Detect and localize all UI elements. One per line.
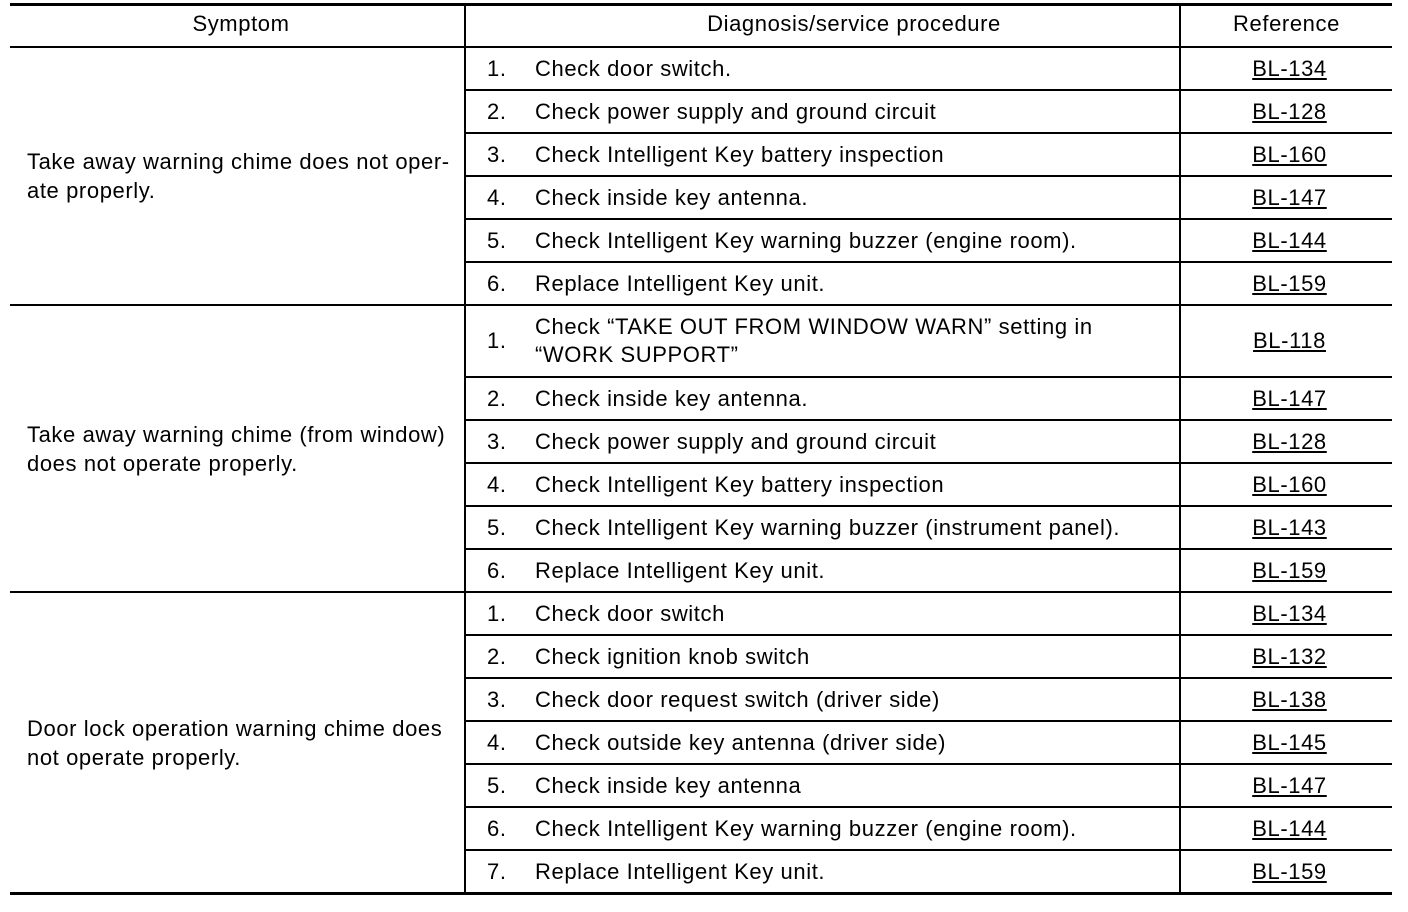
step-text: Check door switch. xyxy=(535,55,732,81)
reference-cell xyxy=(1181,722,1392,763)
step-text: Check inside key antenna. xyxy=(535,184,809,210)
procedure-steps xyxy=(464,591,1392,892)
step-text: Replace Intelligent Key unit. xyxy=(535,557,826,583)
header-symptom: Symptom xyxy=(192,10,290,36)
reference-cell xyxy=(1181,593,1392,634)
reference-link[interactable]: BL-159 xyxy=(1252,557,1327,583)
procedure-cell xyxy=(464,722,1181,763)
reference-cell xyxy=(1181,177,1392,218)
step-text: Check Intelligent Key battery inspection xyxy=(535,471,945,497)
step-number: 5. xyxy=(487,514,507,540)
step-text-line: Check “TAKE OUT FROM WINDOW WARN” setting in xyxy=(535,314,1093,339)
reference-link[interactable]: BL-147 xyxy=(1252,385,1327,411)
symptom-group xyxy=(10,46,1392,304)
reference-cell xyxy=(1181,306,1392,376)
procedure-cell xyxy=(464,464,1181,505)
reference-cell xyxy=(1181,636,1392,677)
step-number: 4. xyxy=(487,729,507,755)
step-text: Check inside key antenna. xyxy=(535,385,809,411)
step-text: Check door switch xyxy=(535,600,725,626)
step-text-line: “WORK SUPPORT” xyxy=(535,342,739,367)
symptom-text-line: Door lock operation warning chime does xyxy=(27,715,443,741)
reference-link[interactable]: BL-144 xyxy=(1252,227,1327,253)
reference-link[interactable]: BL-118 xyxy=(1253,328,1326,353)
step-text: Check inside key antenna xyxy=(535,772,802,798)
procedure-steps xyxy=(464,304,1392,591)
reference-link[interactable]: BL-145 xyxy=(1252,729,1327,755)
reference-cell xyxy=(1181,808,1392,849)
table-row xyxy=(464,806,1392,849)
symptom-text-line: not operate properly. xyxy=(27,744,241,770)
table-row xyxy=(464,548,1392,591)
procedure-cell xyxy=(464,851,1181,892)
procedure-cell xyxy=(464,507,1181,548)
reference-cell xyxy=(1181,679,1392,720)
step-number: 1. xyxy=(487,55,507,81)
table-row xyxy=(464,849,1392,892)
reference-link[interactable]: BL-128 xyxy=(1252,98,1327,124)
step-number: 4. xyxy=(487,471,507,497)
diagnosis-table xyxy=(10,3,1392,895)
reference-cell xyxy=(1181,507,1392,548)
procedure-cell xyxy=(464,636,1181,677)
procedure-cell xyxy=(464,550,1181,591)
step-number: 4. xyxy=(487,184,507,210)
header-reference: Reference xyxy=(1233,10,1340,36)
step-text: Check outside key antenna (driver side) xyxy=(535,729,947,755)
reference-cell xyxy=(1181,550,1392,591)
step-text: Check door request switch (driver side) xyxy=(535,686,940,712)
step-text: Check power supply and ground circuit xyxy=(535,428,937,454)
reference-link[interactable]: BL-134 xyxy=(1252,600,1327,626)
step-text xyxy=(535,313,1093,369)
reference-link[interactable]: BL-160 xyxy=(1252,471,1327,497)
step-number: 3. xyxy=(487,686,507,712)
procedure-cell xyxy=(464,679,1181,720)
table-row xyxy=(464,261,1392,304)
reference-link[interactable]: BL-147 xyxy=(1252,772,1327,798)
step-number: 2. xyxy=(487,385,507,411)
symptom-group xyxy=(10,591,1392,892)
symptom-text-line: Take away warning chime does not oper- xyxy=(27,149,450,174)
symptom-cell xyxy=(10,46,464,304)
symptom-text-line: Take away warning chime (from window) xyxy=(27,421,446,447)
procedure-cell xyxy=(464,91,1181,132)
procedure-cell xyxy=(464,48,1181,89)
step-number: 3. xyxy=(487,428,507,454)
procedure-cell xyxy=(464,378,1181,419)
reference-link[interactable]: BL-132 xyxy=(1252,643,1327,669)
table-row xyxy=(464,677,1392,720)
reference-cell xyxy=(1181,220,1392,261)
procedure-cell xyxy=(464,134,1181,175)
procedure-cell xyxy=(464,808,1181,849)
reference-cell xyxy=(1181,421,1392,462)
step-text: Check Intelligent Key warning buzzer (engine room). xyxy=(535,815,1077,841)
reference-cell xyxy=(1181,263,1392,304)
step-text: Replace Intelligent Key unit. xyxy=(535,858,826,884)
procedure-cell xyxy=(464,220,1181,261)
table-row xyxy=(464,304,1392,376)
header-procedure: Diagnosis/service procedure xyxy=(464,6,1181,46)
reference-link[interactable]: BL-159 xyxy=(1252,858,1327,884)
reference-link[interactable]: BL-160 xyxy=(1252,141,1327,167)
reference-link[interactable]: BL-134 xyxy=(1252,55,1327,81)
table-row xyxy=(464,175,1392,218)
table-row xyxy=(464,218,1392,261)
step-text: Check power supply and ground circuit xyxy=(535,98,937,124)
table-header xyxy=(10,6,1392,46)
step-text: Check ignition knob switch xyxy=(535,643,810,669)
procedure-steps xyxy=(464,46,1392,304)
table-row xyxy=(464,46,1392,89)
symptom-text-line: ate properly. xyxy=(27,178,156,203)
step-number: 2. xyxy=(487,98,507,124)
step-text: Check Intelligent Key warning buzzer (engine room). xyxy=(535,227,1077,253)
table-row xyxy=(464,462,1392,505)
symptom-text-line: does not operate properly. xyxy=(27,450,298,476)
reference-link[interactable]: BL-159 xyxy=(1252,270,1327,296)
reference-link[interactable]: BL-147 xyxy=(1252,184,1327,210)
reference-cell xyxy=(1181,464,1392,505)
table-row xyxy=(464,591,1392,634)
reference-cell xyxy=(1181,851,1392,892)
step-number: 1. xyxy=(487,600,507,626)
table-row xyxy=(464,419,1392,462)
step-number: 5. xyxy=(487,227,507,253)
reference-cell xyxy=(1181,134,1392,175)
table-row xyxy=(464,505,1392,548)
procedure-cell xyxy=(464,306,1181,376)
step-number: 7. xyxy=(487,858,507,884)
table-row xyxy=(464,634,1392,677)
procedure-cell xyxy=(464,421,1181,462)
table-row xyxy=(464,720,1392,763)
table-row xyxy=(464,89,1392,132)
table-row xyxy=(464,376,1392,419)
step-text: Check Intelligent Key warning buzzer (instrument panel). xyxy=(535,514,1121,540)
step-number: 6. xyxy=(487,270,507,296)
procedure-cell xyxy=(464,765,1181,806)
reference-cell xyxy=(1181,91,1392,132)
reference-link[interactable]: BL-144 xyxy=(1252,815,1327,841)
step-number: 2. xyxy=(487,643,507,669)
symptom-group xyxy=(10,304,1392,591)
procedure-cell xyxy=(464,177,1181,218)
reference-cell xyxy=(1181,48,1392,89)
symptom-cell xyxy=(10,591,464,892)
step-number: 5. xyxy=(487,772,507,798)
procedure-cell xyxy=(464,593,1181,634)
symptom-cell xyxy=(10,304,464,591)
reference-link[interactable]: BL-143 xyxy=(1252,514,1327,540)
step-number: 6. xyxy=(487,557,507,583)
procedure-cell xyxy=(464,263,1181,304)
reference-cell xyxy=(1181,765,1392,806)
table-row xyxy=(464,132,1392,175)
step-text: Replace Intelligent Key unit. xyxy=(535,270,826,296)
reference-link[interactable]: BL-138 xyxy=(1252,686,1327,712)
step-number: 3. xyxy=(487,141,507,167)
step-text: Check Intelligent Key battery inspection xyxy=(535,141,945,167)
table-row xyxy=(464,763,1392,806)
step-number: 1. xyxy=(487,328,507,353)
reference-link[interactable]: BL-128 xyxy=(1252,428,1327,454)
step-number: 6. xyxy=(487,815,507,841)
reference-cell xyxy=(1181,378,1392,419)
